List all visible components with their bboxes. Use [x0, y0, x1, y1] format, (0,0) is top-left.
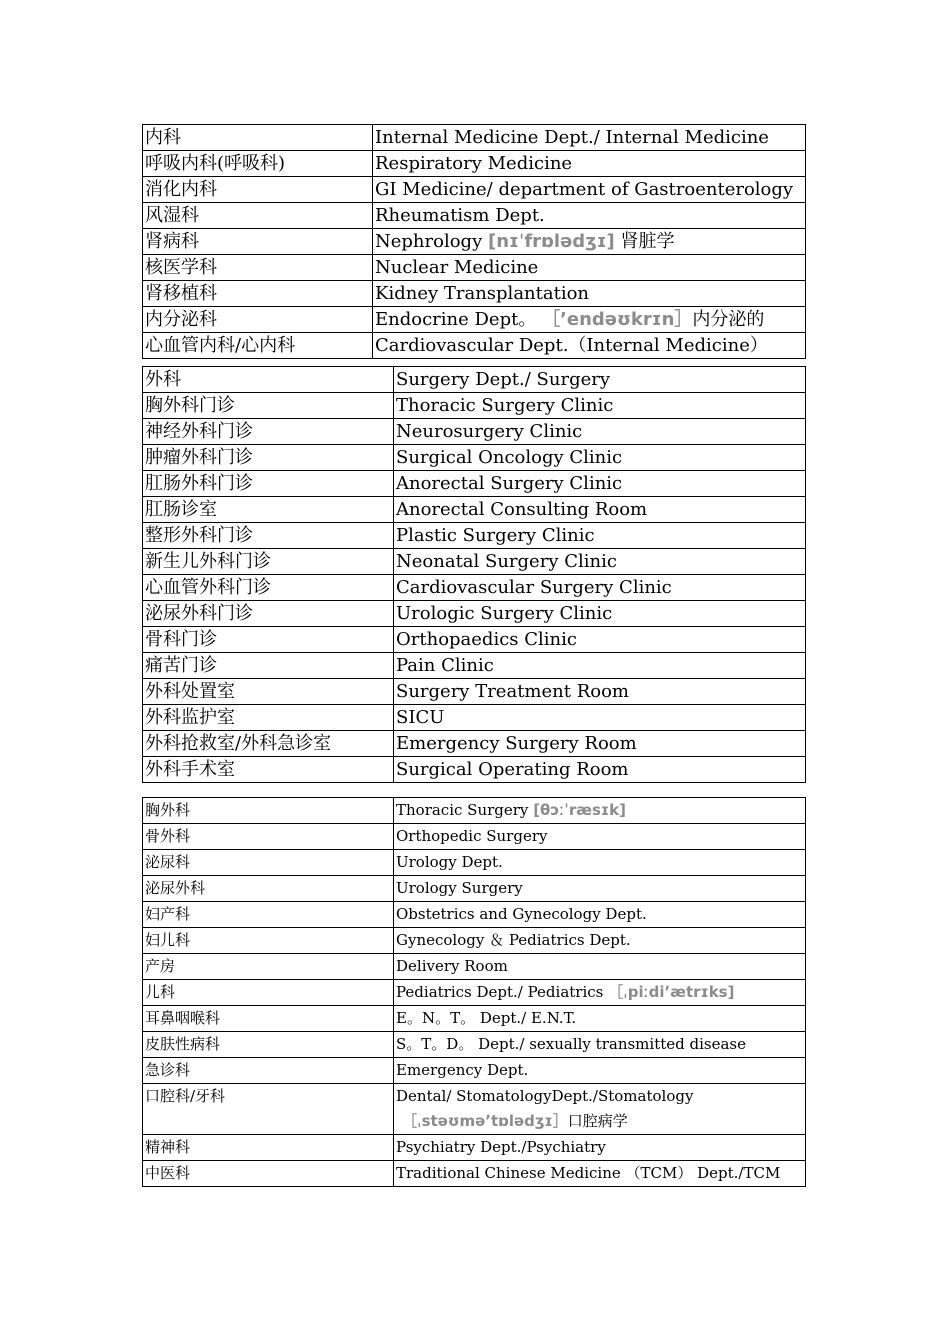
chinese-term-cell: [143, 601, 394, 627]
english-term: Orthopaedics Clinic: [396, 629, 577, 650]
english-term-cell: [394, 419, 806, 445]
table-row: [143, 798, 806, 824]
chinese-term: 风湿科: [145, 205, 199, 226]
chinese-term-cell: [143, 928, 394, 954]
english-term: GI Medicine/ department of Gastroenterology: [375, 179, 794, 200]
table-row: [143, 757, 806, 783]
chinese-term: 痛苦门诊: [145, 655, 217, 676]
english-term-cell: [394, 980, 806, 1006]
chinese-term-cell: [143, 575, 394, 601]
chinese-term: 外科监护室: [145, 707, 235, 728]
english-term-cell: [394, 653, 806, 679]
english-term: Surgery Treatment Room: [396, 681, 629, 702]
table-row: [143, 705, 806, 731]
english-term: Neurosurgery Clinic: [396, 421, 583, 442]
english-term: Gynecology ＆ Pediatrics Dept.: [396, 931, 631, 949]
chinese-term: 胸外科: [145, 801, 191, 819]
chinese-term-cell: [143, 705, 394, 731]
table-row: [143, 177, 806, 203]
english-term-cell: [373, 125, 806, 151]
table-row: [143, 1084, 806, 1135]
english-term: Nephrology: [375, 231, 488, 252]
chinese-term: 妇儿科: [145, 931, 191, 949]
english-term: Surgical Operating Room: [396, 759, 629, 780]
table-row: [143, 1032, 806, 1058]
chinese-term: 耳鼻咽喉科: [145, 1009, 221, 1027]
english-term-cell: [394, 1084, 806, 1135]
chinese-term: 骨外科: [145, 827, 191, 845]
chinese-term: 泌尿外科门诊: [145, 603, 253, 624]
english-term: Surgery Dept./ Surgery: [396, 369, 611, 390]
chinese-term-cell: [143, 393, 394, 419]
table-row: [143, 627, 806, 653]
english-term-cell: [394, 367, 806, 393]
english-term: Thoracic Surgery: [396, 801, 534, 819]
table-row: [143, 471, 806, 497]
chinese-term: 妇产科: [145, 905, 191, 923]
table-row: [143, 575, 806, 601]
chinese-term-cell: [143, 798, 394, 824]
chinese-term-cell: [143, 419, 394, 445]
chinese-term: 核医学科: [145, 257, 217, 278]
table-row: [143, 601, 806, 627]
table-row: [143, 419, 806, 445]
english-term-cell: [394, 601, 806, 627]
english-term: Emergency Dept.: [396, 1061, 529, 1079]
english-term: Delivery Room: [396, 957, 508, 975]
table-row: [143, 203, 806, 229]
chinese-term-cell: [143, 497, 394, 523]
chinese-term: 心血管外科门诊: [145, 577, 271, 598]
phonetic-transcription: [nɪˈfrɒlədʒɪ]: [487, 231, 615, 252]
phonetic-transcription: ［ˌstəʊməʼtɒlədʒɪ］口腔病学: [402, 1112, 628, 1130]
english-term-cell: [394, 850, 806, 876]
chinese-term: 胸外科门诊: [145, 395, 235, 416]
english-term-cell: [373, 307, 806, 333]
english-term: Rheumatism Dept.: [375, 205, 545, 226]
chinese-term-cell: [143, 954, 394, 980]
chinese-term-cell: [143, 333, 373, 359]
english-term: Traditional Chinese Medicine （TCM） Dept./TCM: [396, 1164, 781, 1182]
english-term: Surgical Oncology Clinic: [396, 447, 623, 468]
table-row: [143, 653, 806, 679]
english-term-cell: [373, 177, 806, 203]
chinese-gloss: 肾脏学: [614, 231, 675, 252]
english-term-cell: [394, 798, 806, 824]
english-term-cell: [394, 445, 806, 471]
chinese-term: 口腔科/牙科: [145, 1087, 226, 1105]
english-term-cell: [394, 824, 806, 850]
surgery-clinic-table: [142, 366, 806, 783]
english-term-cell: [394, 679, 806, 705]
chinese-term-cell: [143, 1161, 394, 1187]
table-row: [143, 1058, 806, 1084]
english-term: Plastic Surgery Clinic: [396, 525, 595, 546]
table-row: [143, 1135, 806, 1161]
english-term: Urology Surgery: [396, 879, 523, 897]
english-term-cell: [394, 1161, 806, 1187]
english-term-cell: [394, 876, 806, 902]
table-row: [143, 523, 806, 549]
chinese-term-cell: [143, 1032, 394, 1058]
english-term: Dental/ StomatologyDept./Stomatology: [396, 1087, 694, 1105]
chinese-gloss: 内分泌的: [692, 309, 765, 330]
table-row: [143, 1006, 806, 1032]
table-row: [143, 980, 806, 1006]
english-term-cell: [394, 731, 806, 757]
chinese-term: 整形外科门诊: [145, 525, 253, 546]
chinese-term-cell: [143, 1058, 394, 1084]
internal-medicine-table: [142, 124, 806, 359]
chinese-term-cell: [143, 229, 373, 255]
english-term: Emergency Surgery Room: [396, 733, 637, 754]
english-term-cell: [394, 954, 806, 980]
chinese-term: 新生儿外科门诊: [145, 551, 271, 572]
chinese-term: 泌尿外科: [145, 879, 206, 897]
english-term-cell: [394, 497, 806, 523]
table-row: [143, 393, 806, 419]
chinese-term-cell: [143, 902, 394, 928]
chinese-term: 肛肠外科门诊: [145, 473, 253, 494]
chinese-term: 泌尿科: [145, 853, 191, 871]
table-row: [143, 125, 806, 151]
english-term-cell: [394, 1058, 806, 1084]
english-term-cell: [394, 902, 806, 928]
english-term: Orthopedic Surgery: [396, 827, 548, 845]
chinese-term-cell: [143, 980, 394, 1006]
english-term: Psychiatry Dept./Psychiatry: [396, 1138, 606, 1156]
chinese-term-cell: [143, 731, 394, 757]
chinese-term-cell: [143, 281, 373, 307]
chinese-term: 产房: [145, 957, 176, 975]
chinese-term-cell: [143, 549, 394, 575]
phonetic-transcription: ［’endəʊkrɪn］: [542, 309, 693, 330]
chinese-term: 肾移植科: [145, 283, 217, 304]
english-term-cell: [373, 151, 806, 177]
english-term: Cardiovascular Dept.（Internal Medicine）: [375, 335, 768, 356]
chinese-term: 外科: [145, 369, 181, 390]
table-row: [143, 928, 806, 954]
table-row: [143, 307, 806, 333]
chinese-term: 消化内科: [145, 179, 217, 200]
chinese-term: 中医科: [145, 1164, 191, 1182]
chinese-term-cell: [143, 125, 373, 151]
chinese-term: 内分泌科: [145, 309, 217, 330]
chinese-term: 外科手术室: [145, 759, 235, 780]
table-row: [143, 333, 806, 359]
table-row: [143, 679, 806, 705]
english-term-cell: [394, 928, 806, 954]
chinese-term: 内科: [145, 127, 181, 148]
chinese-term: 急诊科: [145, 1061, 191, 1079]
english-term-cell: [373, 333, 806, 359]
table-row: [143, 281, 806, 307]
english-term: Urologic Surgery Clinic: [396, 603, 613, 624]
chinese-term-cell: [143, 679, 394, 705]
english-term: Respiratory Medicine: [375, 153, 573, 174]
chinese-term: 精神科: [145, 1138, 191, 1156]
chinese-term: 儿科: [145, 983, 176, 1001]
english-term-cell: [394, 757, 806, 783]
english-term-cell: [394, 1006, 806, 1032]
english-term: Urology Dept.: [396, 853, 503, 871]
chinese-term: 外科抢救室/外科急诊室: [145, 733, 332, 754]
chinese-term-cell: [143, 757, 394, 783]
english-term-cell: [394, 705, 806, 731]
english-term: SICU: [396, 707, 445, 728]
table-row: [143, 255, 806, 281]
english-term: E。N。T。 Dept./ E.N.T.: [396, 1009, 577, 1027]
chinese-term-cell: [143, 876, 394, 902]
english-term-cell: [394, 471, 806, 497]
english-term-cell: [373, 203, 806, 229]
english-term-cell: [394, 1032, 806, 1058]
chinese-term: 外科处置室: [145, 681, 235, 702]
chinese-term-cell: [143, 1006, 394, 1032]
chinese-term: 皮肤性病科: [145, 1035, 221, 1053]
english-term: Pain Clinic: [396, 655, 494, 676]
chinese-term-cell: [143, 471, 394, 497]
english-term-cell: [394, 575, 806, 601]
chinese-term: 肛肠诊室: [145, 499, 217, 520]
chinese-term-cell: [143, 627, 394, 653]
english-term-cell: [394, 627, 806, 653]
table-row: [143, 954, 806, 980]
departments-table: [142, 797, 806, 1187]
english-term: Anorectal Surgery Clinic: [396, 473, 623, 494]
english-term: Thoracic Surgery Clinic: [396, 395, 614, 416]
english-term-cell: [373, 229, 806, 255]
english-term: Internal Medicine Dept./ Internal Medicine: [375, 127, 769, 148]
table-row: [143, 824, 806, 850]
chinese-term-cell: [143, 367, 394, 393]
english-term: Neonatal Surgery Clinic: [396, 551, 617, 572]
english-term-cell: [394, 393, 806, 419]
table-row: [143, 367, 806, 393]
chinese-term: 呼吸内科(呼吸科): [145, 153, 286, 174]
table-row: [143, 497, 806, 523]
english-term: S。T。D。 Dept./ sexually transmitted disease: [396, 1035, 746, 1053]
table-row: [143, 549, 806, 575]
table-row: [143, 850, 806, 876]
english-term-cell: [394, 523, 806, 549]
chinese-term-cell: [143, 1084, 394, 1135]
chinese-term: 神经外科门诊: [145, 421, 253, 442]
english-term: Endocrine Dept。: [375, 309, 543, 330]
english-term: Obstetrics and Gynecology Dept.: [396, 905, 647, 923]
chinese-term-cell: [143, 177, 373, 203]
chinese-term: 肾病科: [145, 231, 199, 252]
chinese-term-cell: [143, 307, 373, 333]
english-term-cell: [394, 1135, 806, 1161]
chinese-term-cell: [143, 824, 394, 850]
table-row: [143, 445, 806, 471]
chinese-term-cell: [143, 653, 394, 679]
english-term: Nuclear Medicine: [375, 257, 539, 278]
chinese-term-cell: [143, 850, 394, 876]
table-row: [143, 151, 806, 177]
english-term: Pediatrics Dept./ Pediatrics: [396, 983, 609, 1001]
english-term-cell: [373, 281, 806, 307]
phonetic-transcription: ［ˌpiːdiʼætrɪks]: [608, 983, 735, 1001]
english-term-cell: [373, 255, 806, 281]
table-row: [143, 229, 806, 255]
chinese-term-cell: [143, 1135, 394, 1161]
chinese-term-cell: [143, 445, 394, 471]
english-term: Cardiovascular Surgery Clinic: [396, 577, 672, 598]
chinese-term-cell: [143, 151, 373, 177]
table-row: [143, 902, 806, 928]
table-row: [143, 1161, 806, 1187]
table-row: [143, 876, 806, 902]
table-row: [143, 731, 806, 757]
chinese-term: 骨科门诊: [145, 629, 217, 650]
chinese-term: 心血管内科/心内科: [145, 335, 296, 356]
chinese-gloss: 口腔病学: [567, 1112, 628, 1130]
chinese-term: 肿瘤外科门诊: [145, 447, 253, 468]
chinese-term-cell: [143, 203, 373, 229]
english-term: Anorectal Consulting Room: [396, 499, 648, 520]
chinese-term-cell: [143, 523, 394, 549]
english-term-cell: [394, 549, 806, 575]
phonetic-transcription: [θɔːˈræsɪk]: [533, 801, 626, 819]
chinese-term-cell: [143, 255, 373, 281]
english-term: Kidney Transplantation: [375, 283, 590, 304]
